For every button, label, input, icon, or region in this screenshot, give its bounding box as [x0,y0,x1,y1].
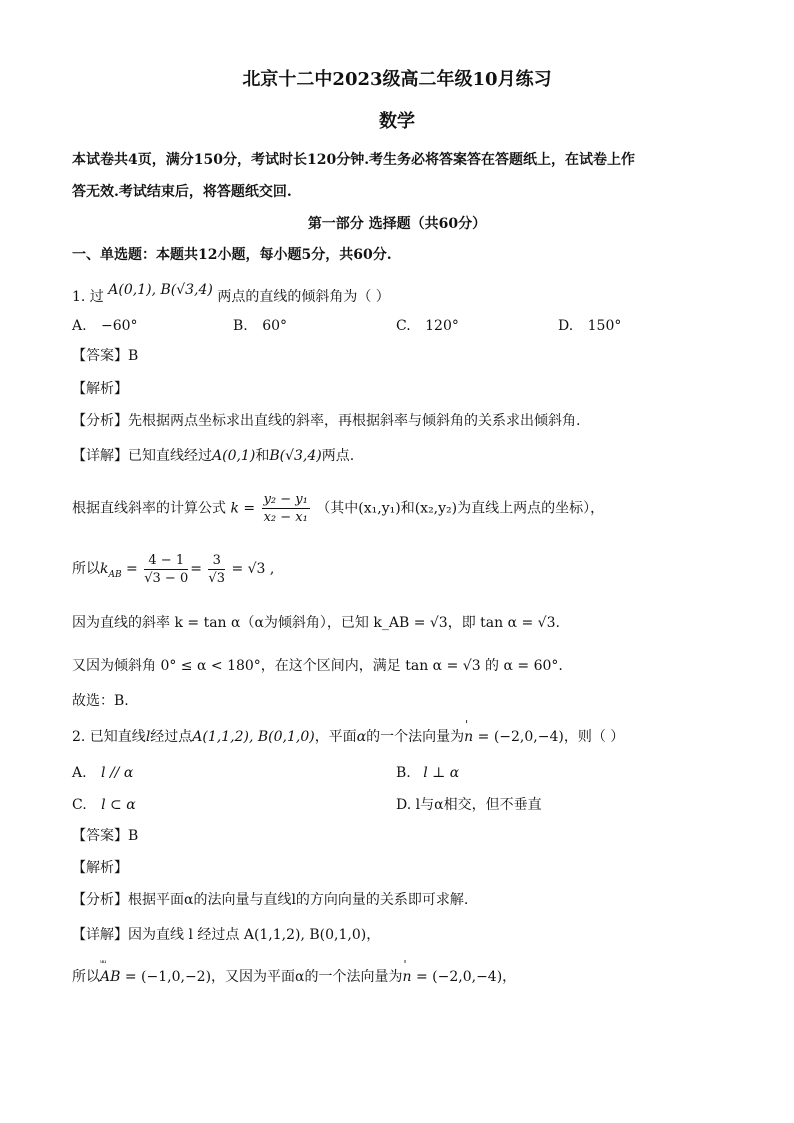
detail-text: 两点. [321,448,355,464]
option-label: A. [72,318,87,334]
fraction-denominator: √3 [208,570,225,586]
question-2-answer: 【答案】B [72,828,139,844]
fraction-numerator: 3 [208,552,225,570]
option-label: D. [558,318,574,334]
question-1-analysis: 【分析】先根据两点坐标求出直线的斜率，再根据斜率与倾斜角的关系求出倾斜角. [72,413,581,429]
option-label: B. [233,318,248,334]
vector-ab: ᵘᵘ AB [100,967,120,987]
point-a: A(0,1) [212,448,256,464]
stem-text: 经过点 [150,729,193,745]
option-text: l ⊥ α [423,765,460,781]
normal-vector-value: = (−2,0,−4) [473,729,564,745]
fraction-denominator: √3 − 0 [144,570,189,586]
question-1-stem-tail: 两点的直线的倾斜角为（ ） [217,289,390,305]
detail-text: = (−1,0,−2)，又因为平面α的一个法向量为 [120,969,403,985]
formula-k: k = [230,500,256,517]
detail-text: 所以 [72,969,100,985]
option-text: l ⊂ α [101,797,136,813]
stem-text: 的一个法向量为 [366,729,465,745]
angle-range-line: 又因为倾斜角 0° ≤ α < 180°，在这个区间内，满足 tan α = √3 的 α = 60°. [72,658,563,674]
fraction-numerator: y₂ − y₁ [263,492,308,507]
option-text: l // α [101,765,134,781]
question-2-option-a [72,763,133,783]
question-1-answer: 【答案】B [72,348,139,364]
instructions-line-2: 答无效.考试结束后，将答题纸交回. [72,184,292,200]
detail-text: 和 [255,448,270,464]
normal-vector-n: ' n [464,727,473,747]
detail-text: 【详解】已知直线经过 [72,448,212,464]
question-2-option-b [396,763,459,783]
stem-text: ，则（ ） [563,729,625,745]
question-2-stem [72,727,624,747]
section-heading: 一、单选题：本题共12小题，每小题5分，共60分. [72,247,392,263]
option-label: C. [396,318,411,334]
option-label: C. [72,797,87,813]
question-2-option-d [396,795,542,815]
normal-vector-n: ' n [403,967,412,987]
question-2-option-c [72,795,136,815]
fraction-numerator: 4 − 1 [144,552,188,570]
subject-title: 数学 [379,111,415,132]
question-2-analysis-tag: 【解析】 [72,860,128,876]
question-1-stem [72,282,390,307]
question-1-points: A(0,1), B(√3,4) [108,282,213,298]
formula-tail: （其中(x₁,y₁)和(x₂,y₂)为直线上两点的坐标）， [316,500,605,517]
option-text: 60° [262,318,288,334]
option-text: −60° [101,318,138,334]
question-2-detail: 【详解】因为直线 l 经过点 A(1,1,2), B(0,1,0)， [72,927,381,943]
tan-relation-line: 因为直线的斜率 k = tan α（α为倾斜角），已知 k_AB = √3，即 tan α = √3. [72,615,560,631]
line-l: l [145,729,151,745]
question-2-vector-line [72,967,516,987]
stem-text: 2. 已知直线 [72,729,146,745]
question-1-detail [72,446,354,466]
instructions-line-1: 本试卷共4页，满分150分，考试时长120分钟.考生务必将答案答在答题纸上，在试卷上作 [72,152,636,168]
question-2-analysis: 【分析】根据平面α的法向量与直线l的方向向量的关系即可求解. [72,892,469,908]
question-1-number: 1. 过 [72,289,104,305]
plane-alpha: α [356,729,367,745]
page-title: 北京十二中2023级高二年级10月练习 [242,69,552,90]
option-text: 150° [587,318,622,334]
calc-fraction-2 [208,552,225,587]
slope-fraction [262,491,310,526]
fraction-denominator: x₂ − x₁ [263,510,308,525]
stem-points: A(1,1,2), B(0,1,0) [192,729,315,745]
question-1-conclusion: 故选：B. [72,693,129,709]
calc-lead: 所以 [72,561,100,577]
option-label: B. [396,765,411,781]
question-1-option-b [233,316,287,336]
option-label: D. [396,797,412,813]
question-1-option-c [396,316,459,336]
formula-lead: 根据直线斜率的计算公式 [72,500,226,517]
question-1-option-d [558,316,621,336]
question-1-option-a [72,316,138,336]
calc-fraction-1 [144,552,188,587]
option-text: l与α相交，但不垂直 [415,797,542,813]
option-label: A. [72,765,87,781]
equals-sign: = [121,561,138,577]
stem-text: ，平面 [314,729,357,745]
calc-result: = √3 , [231,561,275,577]
option-text: 120° [425,318,459,334]
calc-k: k [100,561,109,577]
slope-calculation-line [72,550,274,594]
part-heading: 第一部分 选择题（共60分） [307,216,487,232]
question-1-analysis-tag: 【解析】 [72,381,128,397]
equals-sign: = [190,561,202,577]
point-b: B(√3,4) [269,448,322,464]
detail-text: = (−2,0,−4)， [411,969,517,985]
calc-subscript: AB [108,569,122,580]
slope-formula-line [72,491,604,526]
